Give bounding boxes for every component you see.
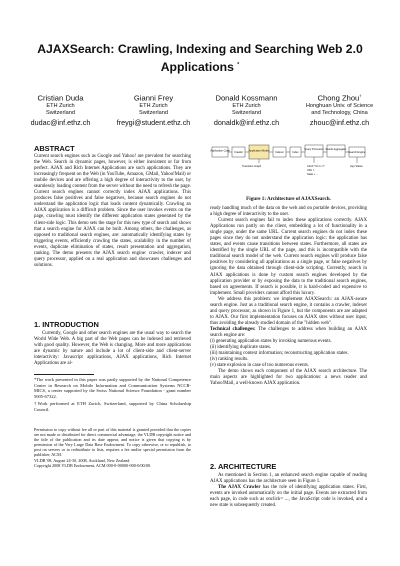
title-line-1: AJAXSearch: Crawling, Indexing and Searching Web 2.0: [37, 42, 363, 56]
author-name: Chong Zhou: [317, 93, 360, 103]
intro-paragraph-3: We address this problem: we implement AJAXSearch: an AJAX-aware search engine. Just as a traditional search engine, it contains a crawler, indexer and query processor, as shown in Figure 1, but the components are are adapted to AJAX. Our first implementation focuses on AJAX sites without user input, thus avoiding the already studied domain of the "hidden web".: [210, 296, 367, 326]
author-email: dudac@inf.ethz.ch: [30, 117, 91, 127]
intro-paragraph-2: Current search engines fail to index these applications correctly. AJAX Applications run partly on the client, embedding a lot of functionality in a single page, under the same URL. Current search engines do not index these pages since they do not understand the application logic: the application has states, and events cause transitions between states. Furthermore, all states are identified by the single URL of the page, and this is incompatible with the traditional search model of the web. Current search engines will produce false positives by considering all applications as a single page, or false negatives by ignoring the data obtained through client-side scripting. Currently, search in AJAX applications is done by custom search engines developed by the application provider or by exposing the data to the traditional search engines, based on agreements. If search is possible, it is hard-coded and expensive to implement. Small providers cannot afford this luxury.: [210, 218, 367, 296]
abstract-body: [34, 154, 191, 269]
author-affiliation: Honghuan Univ. of Science: [305, 103, 374, 110]
label-result-aggregator: Result Aggregator: [325, 148, 347, 151]
footnote-rule: [34, 374, 94, 375]
paper-title: [20, 41, 380, 75]
label-query-processor: Query Processor: [304, 148, 324, 151]
crawler-label: The AJAX Crawler: [218, 485, 261, 491]
box-query-processor: [305, 145, 323, 157]
permission-text: Permission to copy without fee all or part of this material is granted provided that the copies are not made or distributed for direct commercial advantage, the VLDB copyright notice and the title of the publication and its date appear, and notice is given that copying is by permission of the Very Large Data Base Endowment. To copy otherwise, or to republish, to post on servers or to redistribute to lists, requires a fee and/or special permission from the publisher, ACM.: [34, 427, 191, 458]
introduction-left-text: Currently, Google and other search engines are the usual way to search the World Wide Web. A big part of the Web pages can be indexed and retrieved with good quality. However, the Web is changing. More and more applications are dynamic by nature and include a lot of client-side and client-server interactivity: Javascript applications, AJAX applications, Rich Internet Applications are al-: [34, 331, 191, 367]
challenge-item-4: (iv) ranking results.: [210, 357, 249, 363]
challenge-item-2: (ii) identifying duplicate states.: [210, 345, 272, 351]
title-footnote-mark: *: [237, 62, 240, 68]
architecture-figure: [210, 143, 367, 191]
author-email: zhouc@inf.ethz.ch: [309, 117, 370, 127]
figure-caption: Figure 1: Architecture of AJAXSearch.: [246, 196, 331, 202]
architecture-heading: 2. ARCHITECTURE: [210, 462, 277, 471]
author-name: Cristian Duda: [37, 93, 84, 103]
right-column: [210, 206, 367, 387]
challenges-text: The challenges to address when building an AJAX search engine are:: [210, 326, 368, 338]
copyright-line: Copyright 2008 VLDB Endowment, ACM 000-0-00000-000-0/00/00.: [34, 462, 152, 468]
label-state: State + ...: [307, 173, 319, 176]
architecture-body: [210, 473, 367, 509]
introduction-heading: 1. INTRODUCTION: [34, 320, 99, 329]
label-search-engine: Search Engine: [348, 150, 366, 154]
intro-continuation: ready handling much of the data on the web and on portable devices, providing a high degree of interactivity to the user.: [210, 206, 367, 218]
abstract-heading: ABSTRACT: [34, 144, 75, 153]
label-ui-result: AJAX *UI re =?: [307, 165, 325, 168]
author-country: Switzerland: [46, 109, 75, 116]
abstract-text: Current search engines such as Google and Yahoo! are prevalent for searching the Web. Search in dynamic pages, however, is either inexistent or far from perfect. AJAX and Rich Internet Applications are such applications. They are increasingly frequent on the Web (in YouTube, Amazon, GMail, Yahoo!Mail) or mobile devices and are offering a high degree of interactivity to the user, by seamlessly loading content from the server without the need to refresh the page. Current search engines cannot correctly index AJAX applications. This produces false positives and false negatives, because search engines do not understand the application logic that loads content dynamically. Crawling an AJAX application is a difficult problem. Since the user invokes events on the page, crawling must identify the different application states generated by the client-side logic. This demo sets the stage for this new type of search and shows that a search engine for AJAX can be built. Among others, the challenges, as opposed to traditional search engines, are: automatically identifying states by triggering events, efficiently crawling the states, scalability in the number of events, duplicate elimination of states, result presentation and aggregation, ranking. The demo presents the AJAX search engine: crawler, indexer and query processor, applied on a real application and showcases challenges and solutions.: [34, 154, 191, 268]
challenge-item-3: (iii) maintaining context information; reconstructing application states.: [210, 351, 349, 357]
label-url: URL =: [307, 169, 315, 172]
author-4: Chong Zhou† Honghuan Univ. of Science and Technology, China zhouc@inf.ethz.ch: [293, 91, 386, 128]
box-result-aggregator: [327, 145, 345, 157]
crawler-text: has the role of identifying application states. First, events are invoked automatically on the initial page. Events are extracted from each page, in code such as onclick= ..., the JavaScript code is invoked, and a new state is subsequently created.: [210, 485, 367, 509]
author-affiliation: ETH Zurich: [46, 103, 75, 110]
challenges-label: Technical challenges:: [210, 326, 256, 332]
author-1: [14, 91, 107, 128]
label-application-model: Application Model: [248, 149, 270, 153]
label-crawler: Crawler: [234, 150, 243, 154]
author-3: [200, 91, 293, 128]
label-index: Index: [292, 150, 299, 154]
author-email: donaldk@inf.ethz.ch: [213, 117, 280, 127]
title-line-2: Applications: [160, 60, 234, 75]
label-transition-graph: Transition Graph: [242, 165, 262, 168]
author-country: Switzerland: [232, 109, 261, 116]
author-affiliation: ETH Zurich: [139, 103, 168, 110]
label-application-code: Application Code: [210, 149, 230, 153]
challenge-item-1: (i) generating application states by invoking numerous events.: [210, 339, 332, 345]
venue-line: VLDB '08, August 24-30, 2008, Auckland, New Zealand: [34, 457, 130, 463]
challenge-item-5: (v) state explosion in case of too numerous events.: [210, 363, 310, 369]
author-name: Donald Kossmann: [215, 93, 278, 103]
label-indexer: Indexer: [275, 150, 284, 154]
permission-notice: [34, 427, 191, 468]
footnote-2: †Work performed at ETH Zurich, Switzerland, supported by China Scholarship Council.: [34, 401, 191, 412]
architecture-text-1: As mentioned in Section 1, an enhanced search engine capable of reading AJAX applications has the architecture seen in Figure 1.: [210, 473, 367, 485]
author-2: [107, 91, 200, 128]
author-email: freygi@student.ethz.ch: [116, 117, 191, 127]
intro-closing: The demo shows each component of the AJAX search architecture. The main aspects are highlighted for two applications: a news reader and Yahoo!Mail, a well-known AJAX application.: [210, 369, 367, 387]
author-affiliation: ETH Zurich: [232, 103, 261, 110]
author-name: Gianni Frey: [133, 93, 174, 103]
footnote-1: *The work presented in this paper was partly supported by the National Competence Center in Research on Mobile Information and Communication Systems NCCR-MICS, a center supported by the Swiss National Science Foundation - grant number 5005-67322.: [34, 377, 191, 399]
label-app-states: App States: [350, 165, 363, 168]
author-country: Switzerland: [139, 109, 168, 116]
author-block: [14, 91, 386, 133]
author-country: and Technology, China: [311, 109, 368, 116]
